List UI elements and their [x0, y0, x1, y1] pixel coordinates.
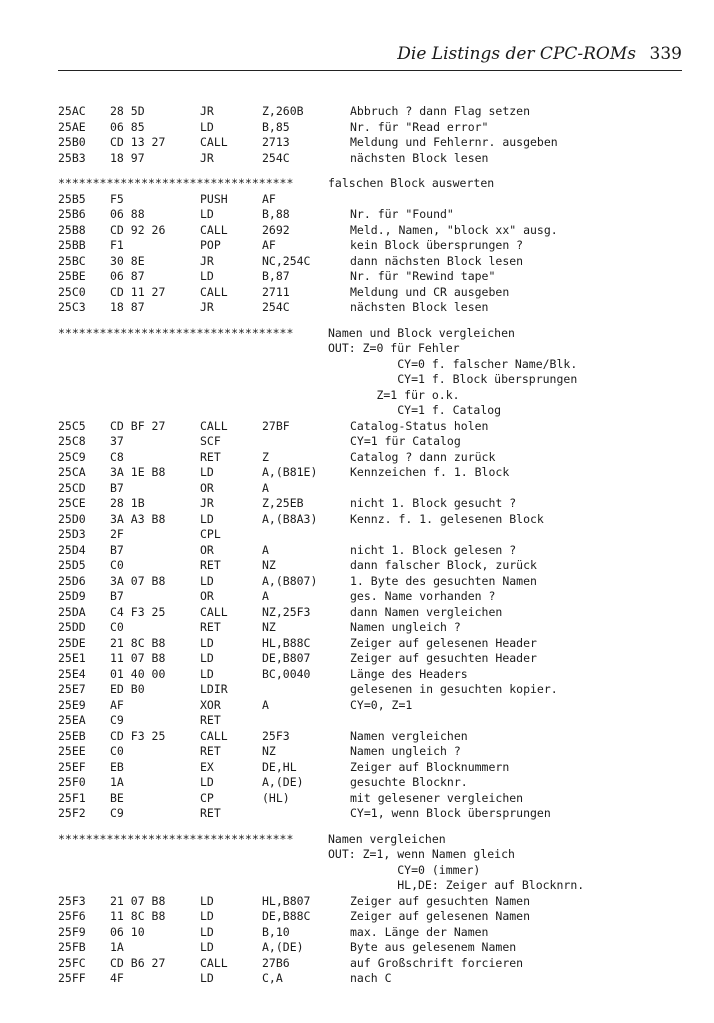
section-note — [58, 341, 688, 357]
mnemonic: LD — [200, 971, 214, 985]
operand: B,87 — [262, 269, 290, 283]
opcode-bytes: 06 10 — [110, 924, 145, 939]
listing-row — [58, 481, 688, 497]
opcode-bytes: 30 8E — [110, 253, 145, 268]
operand: 2711 — [262, 284, 290, 299]
section-separator — [58, 176, 688, 192]
mnemonic: LD — [200, 651, 214, 665]
listing-row — [58, 775, 688, 791]
operand: A — [262, 480, 269, 495]
operand: 2692 — [262, 222, 290, 237]
listing-row — [58, 285, 688, 301]
operand: NZ — [262, 744, 276, 758]
mnemonic: OR — [200, 480, 214, 495]
opcode-bytes: C9 — [110, 713, 124, 727]
comment: Abbruch ? dann Flag setzen — [350, 104, 531, 118]
listing-row — [58, 135, 688, 151]
opcode-bytes: 21 8C B8 — [110, 635, 166, 650]
mnemonic: LD — [200, 207, 214, 221]
opcode-bytes: 18 97 — [110, 150, 145, 165]
block-gap — [58, 316, 688, 326]
address: 25D5 — [58, 558, 86, 572]
comment: CY=0, Z=1 — [350, 697, 413, 712]
comment: gelesenen in gesuchten kopier. — [350, 682, 558, 696]
address: 25F2 — [58, 806, 86, 820]
opcode-bytes: 3A 1E B8 — [110, 465, 166, 479]
section-note — [58, 847, 688, 863]
note-text: CY=0 (immer) — [328, 862, 481, 877]
operand: NZ,25F3 — [262, 604, 311, 619]
listing-row — [58, 636, 688, 652]
address: 25AC — [58, 104, 86, 118]
comment: max. Länge der Namen — [350, 924, 489, 939]
mnemonic: PUSH — [200, 191, 228, 206]
opcode-bytes: CD BF 27 — [110, 418, 166, 433]
address: 25F1 — [58, 790, 86, 805]
address: 25D9 — [58, 589, 86, 603]
address: 25F0 — [58, 775, 86, 789]
operand: A — [262, 697, 269, 712]
opcode-bytes: 01 40 00 — [110, 666, 166, 681]
comment: Zeiger auf gesuchten Header — [350, 651, 537, 665]
mnemonic: LD — [200, 119, 214, 134]
listing-row — [58, 698, 688, 714]
comment: Zeiger auf gelesenen Namen — [350, 909, 531, 923]
address: 25AE — [58, 119, 86, 134]
comment: auf Großschrift forcieren — [350, 955, 524, 970]
comment: Nr. für "Rewind tape" — [350, 269, 496, 283]
mnemonic: LD — [200, 573, 214, 588]
opcode-bytes: 4F — [110, 971, 124, 985]
address: 25B0 — [58, 135, 86, 149]
operand: AF — [262, 191, 276, 206]
mnemonic: RET — [200, 806, 221, 820]
comment: ges. Name vorhanden ? — [350, 589, 496, 603]
opcode-bytes: 06 87 — [110, 269, 145, 283]
operand: A,(B81E) — [262, 465, 318, 479]
address: 25B3 — [58, 150, 86, 165]
operand: 27B6 — [262, 955, 290, 970]
comment: Namen ungleich ? — [350, 744, 461, 758]
mnemonic: LD — [200, 940, 214, 954]
operand: 254C — [262, 150, 290, 165]
mnemonic: LD — [200, 511, 214, 526]
section-title: Namen vergleichen — [328, 831, 446, 846]
address: 25E9 — [58, 697, 86, 712]
note-text: Z=1 für o.k. — [328, 387, 460, 402]
listing-row — [58, 940, 688, 956]
section-note — [58, 372, 688, 388]
listing-row — [58, 713, 688, 729]
opcode-bytes: 11 07 B8 — [110, 651, 166, 665]
address: 25C9 — [58, 449, 86, 464]
comment: kein Block übersprungen ? — [350, 238, 524, 252]
opcode-bytes: B7 — [110, 589, 124, 603]
operand: A,(DE) — [262, 775, 304, 789]
comment: Zeiger auf Blocknummern — [350, 759, 510, 774]
operand: Z,25EB — [262, 496, 304, 510]
operand: NC,254C — [262, 253, 311, 268]
section-note — [58, 878, 688, 894]
opcode-bytes: C9 — [110, 806, 124, 820]
mnemonic: POP — [200, 238, 221, 252]
listing-row — [58, 894, 688, 910]
address: 25D0 — [58, 511, 86, 526]
opcode-bytes: CD 11 27 — [110, 284, 166, 299]
operand: A,(B807) — [262, 573, 318, 588]
listing-row — [58, 925, 688, 941]
listing-row — [58, 300, 688, 316]
mnemonic: LD — [200, 924, 214, 939]
address: 25CE — [58, 496, 86, 510]
address: 25CA — [58, 465, 86, 479]
note-text: CY=1 f. Catalog — [328, 403, 502, 417]
comment: Nr. für "Found" — [350, 207, 454, 221]
section-note — [58, 863, 688, 879]
operand: 2713 — [262, 135, 290, 149]
operand: NZ — [262, 558, 276, 572]
opcode-bytes: 06 88 — [110, 207, 145, 221]
operand: AF — [262, 238, 276, 252]
opcode-bytes: CD 92 26 — [110, 222, 166, 237]
comment: nächsten Block lesen — [350, 150, 489, 165]
comment: Länge des Headers — [350, 666, 468, 681]
section-note — [58, 403, 688, 419]
opcode-bytes: C8 — [110, 449, 124, 464]
opcode-bytes: EB — [110, 759, 124, 774]
note-text: CY=0 f. falscher Name/Blk. — [328, 356, 578, 371]
opcode-bytes: BE — [110, 790, 124, 805]
address: 25D3 — [58, 527, 86, 541]
section-title: falschen Block auswerten — [328, 176, 495, 190]
opcode-bytes: 3A A3 B8 — [110, 511, 166, 526]
operand: DE,HL — [262, 759, 297, 774]
mnemonic: CP — [200, 790, 214, 805]
operand: BC,0040 — [262, 666, 311, 681]
mnemonic: CALL — [200, 222, 228, 237]
comment: mit gelesener vergleichen — [350, 790, 524, 805]
mnemonic: JR — [200, 496, 214, 510]
opcode-bytes: 3A 07 B8 — [110, 573, 166, 588]
comment: dann falscher Block, zurück — [350, 558, 537, 572]
address: 25DD — [58, 620, 86, 634]
mnemonic: LD — [200, 465, 214, 479]
comment: Catalog-Status holen — [350, 418, 489, 433]
note-text: OUT: Z=1, wenn Namen gleich — [328, 847, 515, 861]
opcode-bytes: F1 — [110, 238, 124, 252]
comment: nächsten Block lesen — [350, 300, 489, 314]
operand: HL,B88C — [262, 635, 311, 650]
address: 25BC — [58, 253, 86, 268]
address: 25EF — [58, 759, 86, 774]
address: 25FF — [58, 971, 86, 985]
listing-row — [58, 558, 688, 574]
comment: Catalog ? dann zurück — [350, 449, 496, 464]
block-gap — [58, 822, 688, 832]
mnemonic: CALL — [200, 728, 228, 743]
opcode-bytes: 06 85 — [110, 119, 145, 134]
mnemonic: LD — [200, 909, 214, 923]
listing-row — [58, 254, 688, 270]
operand: B,10 — [262, 924, 290, 939]
separator-stars: ********************************** — [58, 325, 294, 340]
mnemonic: JR — [200, 300, 214, 314]
mnemonic: CALL — [200, 284, 228, 299]
operand: A,(B8A3) — [262, 511, 318, 526]
opcode-bytes: C0 — [110, 620, 124, 634]
listing-row — [58, 760, 688, 776]
listing-row — [58, 620, 688, 636]
page-number: 339 — [649, 44, 682, 64]
operand: A,(DE) — [262, 940, 304, 954]
operand: HL,B807 — [262, 893, 311, 908]
listing-row — [58, 192, 688, 208]
listing-row — [58, 909, 688, 925]
listing-row — [58, 496, 688, 512]
comment: Meldung und Fehlernr. ausgeben — [350, 135, 558, 149]
opcode-bytes: 37 — [110, 434, 124, 448]
opcode-bytes: F5 — [110, 191, 124, 206]
mnemonic: CALL — [200, 418, 228, 433]
operand: 25F3 — [262, 728, 290, 743]
address: 25FB — [58, 940, 86, 954]
comment: Byte aus gelesenem Namen — [350, 940, 517, 954]
listing-row — [58, 956, 688, 972]
separator-stars: ********************************** — [58, 176, 294, 190]
mnemonic: SCF — [200, 434, 221, 448]
mnemonic: JR — [200, 150, 214, 165]
listing-row — [58, 806, 688, 822]
comment: gesuchte Blocknr. — [350, 775, 468, 789]
comment: CY=1 für Catalog — [350, 434, 461, 448]
mnemonic: RET — [200, 713, 221, 727]
note-text: HL,DE: Zeiger auf Blocknrn. — [328, 878, 585, 892]
mnemonic: LD — [200, 269, 214, 283]
mnemonic: CPL — [200, 527, 221, 541]
operand: 27BF — [262, 418, 290, 433]
address: 25E7 — [58, 682, 86, 696]
opcode-bytes: 28 1B — [110, 496, 145, 510]
mnemonic: CALL — [200, 955, 228, 970]
block-gap — [58, 166, 688, 176]
comment: nicht 1. Block gelesen ? — [350, 542, 517, 557]
operand: Z,260B — [262, 104, 304, 118]
listing-row — [58, 651, 688, 667]
mnemonic: LD — [200, 635, 214, 650]
mnemonic: OR — [200, 589, 214, 603]
mnemonic: RET — [200, 449, 221, 464]
section-separator — [58, 832, 688, 848]
operand: NZ — [262, 620, 276, 634]
mnemonic: CALL — [200, 604, 228, 619]
address: 25B5 — [58, 191, 86, 206]
operand: B,88 — [262, 207, 290, 221]
operand: C,A — [262, 971, 283, 985]
comment: Nr. für "Read error" — [350, 119, 489, 134]
comment: nach C — [350, 971, 392, 985]
address: 25DE — [58, 635, 86, 650]
listing-row — [58, 434, 688, 450]
listing-row — [58, 682, 688, 698]
listing-row — [58, 269, 688, 285]
address: 25C0 — [58, 284, 86, 299]
opcode-bytes: ED B0 — [110, 682, 145, 696]
mnemonic: LDIR — [200, 682, 228, 696]
opcode-bytes: B7 — [110, 480, 124, 495]
listing-row — [58, 120, 688, 136]
opcode-bytes: CD F3 25 — [110, 728, 166, 743]
address: 25EE — [58, 744, 86, 758]
mnemonic: OR — [200, 542, 214, 557]
section-separator — [58, 326, 688, 342]
mnemonic: JR — [200, 253, 214, 268]
note-text: CY=1 f. Block übersprungen — [328, 372, 578, 386]
comment: Namen vergleichen — [350, 728, 468, 743]
mnemonic: JR — [200, 104, 214, 118]
comment: Zeiger auf gelesenen Header — [350, 635, 537, 650]
address: 25EB — [58, 728, 86, 743]
comment: CY=1, wenn Block übersprungen — [350, 806, 551, 820]
address: 25EA — [58, 713, 86, 727]
address: 25FC — [58, 955, 86, 970]
opcode-bytes: 18 87 — [110, 300, 145, 314]
address: 25D6 — [58, 573, 86, 588]
comment: Meld., Namen, "block xx" ausg. — [350, 222, 558, 237]
comment: nicht 1. Block gesucht ? — [350, 496, 517, 510]
address: 25D4 — [58, 542, 86, 557]
note-text: OUT: Z=0 für Fehler — [328, 341, 460, 355]
opcode-bytes: 1A — [110, 775, 124, 789]
listing-row — [58, 238, 688, 254]
address: 25DA — [58, 604, 86, 619]
opcode-bytes: 21 07 B8 — [110, 893, 166, 908]
operand: 254C — [262, 300, 290, 314]
listing-row — [58, 574, 688, 590]
address: 25E4 — [58, 666, 86, 681]
address: 25BB — [58, 238, 86, 252]
operand: A — [262, 542, 269, 557]
page-header — [58, 44, 682, 71]
operand: (HL) — [262, 790, 290, 805]
operand: B,85 — [262, 119, 290, 134]
listing-row — [58, 151, 688, 167]
section-note — [58, 388, 688, 404]
separator-stars: ********************************** — [58, 831, 294, 846]
address: 25BE — [58, 269, 86, 283]
address: 25B8 — [58, 222, 86, 237]
address: 25C5 — [58, 418, 86, 433]
listing-row — [58, 543, 688, 559]
address: 25CD — [58, 480, 86, 495]
opcode-bytes: 2F — [110, 527, 124, 541]
listing-row — [58, 729, 688, 745]
operand: DE,B88C — [262, 909, 311, 923]
address: 25F6 — [58, 909, 86, 923]
comment: Namen ungleich ? — [350, 620, 461, 634]
mnemonic: LD — [200, 775, 214, 789]
address: 25C3 — [58, 300, 86, 314]
operand: Z — [262, 449, 269, 464]
address: 25B6 — [58, 207, 86, 221]
listing-row — [58, 207, 688, 223]
listing-row — [58, 667, 688, 683]
comment: dann nächsten Block lesen — [350, 253, 524, 268]
mnemonic: CALL — [200, 135, 228, 149]
opcode-bytes: 28 5D — [110, 104, 145, 118]
opcode-bytes: C0 — [110, 744, 124, 758]
opcode-bytes: 11 8C B8 — [110, 909, 166, 923]
comment: 1. Byte des gesuchten Namen — [350, 573, 537, 588]
opcode-bytes: 1A — [110, 940, 124, 954]
comment: Kennzeichen f. 1. Block — [350, 465, 510, 479]
comment: dann Namen vergleichen — [350, 604, 503, 619]
address: 25F9 — [58, 924, 86, 939]
address: 25C8 — [58, 434, 86, 448]
comment: Zeiger auf gesuchten Namen — [350, 893, 531, 908]
mnemonic: EX — [200, 759, 214, 774]
operand: DE,B807 — [262, 651, 311, 665]
mnemonic: XOR — [200, 697, 221, 712]
comment: Kennz. f. 1. gelesenen Block — [350, 511, 544, 526]
mnemonic: RET — [200, 744, 221, 758]
listing-row — [58, 527, 688, 543]
listing-row — [58, 450, 688, 466]
listing-row — [58, 971, 688, 987]
opcode-bytes: AF — [110, 697, 124, 712]
opcode-bytes: CD B6 27 — [110, 955, 166, 970]
mnemonic: RET — [200, 620, 221, 634]
address: 25E1 — [58, 651, 86, 665]
mnemonic: LD — [200, 893, 214, 908]
listing-row — [58, 223, 688, 239]
running-title: Die Listings der CPC-ROMs — [397, 44, 636, 64]
listing-row — [58, 791, 688, 807]
assembly-listing — [58, 104, 688, 987]
opcode-bytes: C4 F3 25 — [110, 604, 166, 619]
section-title: Namen und Block vergleichen — [328, 325, 515, 340]
comment: Meldung und CR ausgeben — [350, 284, 510, 299]
listing-row — [58, 744, 688, 760]
listing-row — [58, 465, 688, 481]
mnemonic: LD — [200, 666, 214, 681]
operand: A — [262, 589, 269, 603]
opcode-bytes: B7 — [110, 542, 124, 557]
section-note — [58, 357, 688, 373]
address: 25F3 — [58, 893, 86, 908]
listing-row — [58, 605, 688, 621]
listing-row — [58, 512, 688, 528]
opcode-bytes: CD 13 27 — [110, 135, 166, 149]
listing-row — [58, 589, 688, 605]
listing-row — [58, 419, 688, 435]
listing-row — [58, 104, 688, 120]
mnemonic: RET — [200, 558, 221, 572]
opcode-bytes: C0 — [110, 558, 124, 572]
